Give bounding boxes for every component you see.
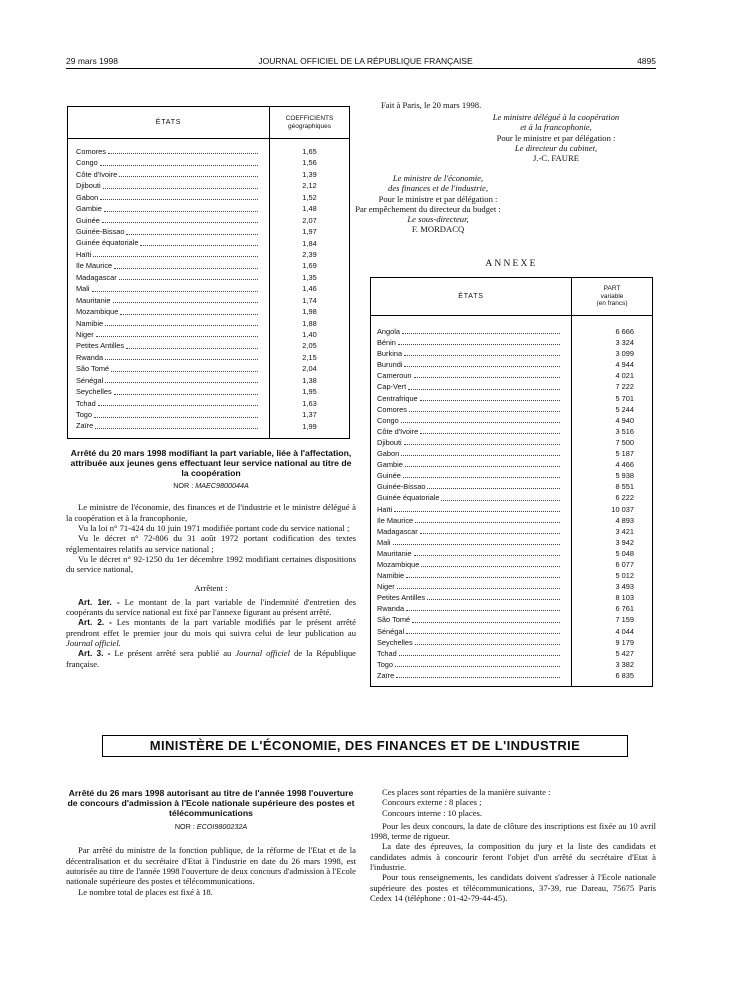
table1-header-coefficients: COEFFICIENTS géographiques [270, 107, 350, 139]
header-rule [66, 68, 656, 69]
table1-value: 1,97 [302, 227, 317, 237]
annexe-table [370, 277, 653, 687]
annexe-value: 5 187 [615, 449, 634, 459]
leader-dots [404, 366, 560, 367]
annexe-state-name: Mali [377, 537, 391, 547]
table1-state-name: Côte d'Ivoire [76, 169, 118, 179]
annexe-value: 4 944 [615, 360, 634, 370]
arrete-2-continued [370, 787, 656, 903]
table1-value: 1,84 [302, 238, 317, 248]
annexe-value: 4 466 [615, 460, 634, 470]
annexe-row-name [377, 337, 563, 348]
arrete-1-article-2: Art. 2. - Les montants de la part variable modifiés par le présent arrêté prendront effet le premier jour du mois qui suivra celui de leur publication au Journal officiel. [66, 617, 356, 648]
annexe-row-name [377, 481, 563, 492]
annexe-row-name [377, 670, 563, 681]
annexe-state-name: Bénin [377, 338, 396, 348]
table1-state-name: Djibouti [76, 181, 101, 191]
table1-state-name: Comores [76, 146, 106, 156]
annexe-value: 7 222 [615, 382, 634, 392]
table1-state-name: Guinée [76, 215, 100, 225]
annexe-state-name: Sénégal [377, 626, 405, 636]
annexe-row-name [377, 581, 563, 592]
leader-dots [399, 655, 560, 656]
leader-dots [102, 222, 258, 223]
leader-dots [412, 622, 560, 623]
table1-state-name: Togo [76, 410, 93, 420]
arrete-1-article-3: Art. 3. - Le présent arrêté sera publié au Journal officiel de la République française. [66, 648, 356, 669]
arrete-2-body-1: Par arrêté du ministre de la fonction publique, de la réforme de l'Etat et de la décentralisation et du secrétaire d'Etat à l'industrie en date du 26 mars 1998, est autorisée au titre de l'année 1998 l'ouverture de deux concours d'admission à l'Ecole nationale supérieure des postes et télécommunications. [66, 845, 356, 887]
table1-row-name [76, 226, 261, 237]
annexe-row-name [377, 548, 563, 559]
table1-row-name [76, 238, 261, 249]
ministry-banner: MINISTÈRE DE L'ÉCONOMIE, DES FINANCES ET DE L'INDUSTRIE [102, 735, 628, 757]
table1-state-name: Niger [76, 329, 94, 339]
annexe-row-name [377, 326, 563, 337]
leader-dots [108, 153, 258, 154]
arrete-1-visa-1: Vu la loi n° 71-424 du 10 juin 1971 modifiée portant code du service national ; [78, 522, 350, 533]
header-date: 29 mars 1998 [66, 56, 118, 66]
leader-dots [403, 477, 560, 478]
annexe-state-name: Burundi [377, 360, 403, 370]
arrete-2-body-8: Pour tous renseignements, les candidats doivent s'adresser à l'Ecole nationale supérieure des postes et télécommunications, 37-39, rue Dareau, 75675 Paris Cedex 14 (téléphone : 01-42-79-44-45). [370, 872, 656, 903]
leader-dots [409, 411, 560, 412]
arrete-2-body-3: Ces places sont réparties de la manière suivante : [382, 787, 551, 797]
annexe-title: ANNEXE [485, 259, 538, 269]
signature-block-1: Le ministre délégué à la coopération et à la francophonie, Pour le ministre et par délégation : Le directeur du cabinet, J.-C. FAURE [446, 112, 666, 163]
annexe-row-name [377, 381, 563, 392]
leader-dots [94, 417, 258, 418]
table1-value: 2,07 [302, 215, 317, 225]
annexe-state-name: Centrafrique [377, 393, 418, 403]
annexe-state-name: Namibie [377, 571, 405, 581]
leader-dots [100, 165, 258, 166]
annexe-names-column [371, 316, 572, 687]
leader-dots [420, 533, 560, 534]
annexe-state-name: Niger [377, 582, 395, 592]
annexe-row-name [377, 459, 563, 470]
arrete-1-preamble: Le ministre de l'économie, des finances et de l'industrie et le ministre délégué à la coopération et à la francophonie, [66, 502, 356, 523]
table1-state-name: Congo [76, 158, 98, 168]
leader-dots [120, 314, 258, 315]
arrete-2-body-5: Concours interne : 10 places. [382, 807, 482, 818]
coefficients-table [67, 106, 350, 439]
table1-row-name [76, 283, 261, 294]
table1-row-name [76, 386, 261, 397]
annexe-state-name: Gabon [377, 449, 400, 459]
leader-dots [441, 500, 560, 501]
annexe-row-name [377, 426, 563, 437]
table1-row-name [76, 363, 261, 374]
annexe-row-name [377, 393, 563, 404]
annexe-header-etats: ÉTATS [371, 278, 572, 316]
leader-dots [414, 555, 560, 556]
annexe-row-name [377, 448, 563, 459]
arrete-1-visa-2: Vu le décret n° 72-806 du 31 août 1972 portant codification des textes réglementaires relatifs au service national ; [66, 533, 356, 554]
annexe-value: 3 324 [615, 338, 634, 348]
annexe-value: 5 012 [615, 571, 634, 581]
signatory-mordacq: F. MORDACQ [411, 224, 465, 235]
annexe-value: 6 761 [615, 604, 634, 614]
leader-dots [406, 577, 560, 578]
annexe-state-name: Rwanda [377, 604, 405, 614]
arrete-2-body-2: Le nombre total de places est fixé à 18. [78, 886, 213, 897]
annexe-row-name [377, 404, 563, 415]
table1-state-name: Madagascar [76, 272, 117, 282]
annexe-row-name [377, 626, 563, 637]
arrete-2-body-7: La date des épreuves, la composition du jury et la liste des candidats et candidates admis à concourir feront l'objet d'un arrêté du secrétaire d'Etat à l'industrie. [370, 841, 656, 873]
annexe-value: 10 037 [611, 504, 634, 514]
leader-dots [414, 377, 560, 378]
annexe-state-name: Mozambique [377, 559, 420, 569]
annexe-state-name: Guinée équatoriale [377, 493, 440, 503]
table1-value: 1,74 [302, 295, 317, 305]
annexe-state-name: Guinée [377, 471, 401, 481]
table1-row-name [76, 180, 261, 191]
annexe-values-column [572, 316, 653, 687]
leader-dots [405, 466, 560, 467]
leader-dots [404, 444, 560, 445]
annexe-value: 7 159 [615, 615, 634, 625]
annexe-state-name: Petites Antilles [377, 593, 426, 603]
annexe-row-name [377, 614, 563, 625]
annexe-state-name: Djibouti [377, 437, 402, 447]
table1-row-name [76, 169, 261, 180]
annexe-value: 7 500 [615, 437, 634, 447]
table1-row-name [76, 157, 261, 168]
leader-dots [395, 666, 560, 667]
arrete-1 [66, 449, 356, 669]
table1-value: 1,52 [302, 192, 317, 202]
table1-value: 2,04 [302, 364, 317, 374]
leader-dots [401, 455, 560, 456]
leader-dots [427, 599, 560, 600]
arrete-1-arretent: Arrêtent : [194, 583, 228, 594]
annexe-state-name: Togo [377, 659, 394, 669]
leader-dots [119, 176, 258, 177]
annexe-state-name: Tchad [377, 648, 397, 658]
header-page-number: 4895 [637, 56, 656, 66]
table1-row-name [76, 352, 261, 363]
annexe-value: 6 666 [615, 327, 634, 336]
arrete-1-visa-3: Vu le décret n° 92-1250 du 1er décembre 1992 modifiant certaines dispositions du service national, [66, 553, 356, 575]
table1-value: 1,69 [302, 261, 317, 271]
annexe-value: 3 942 [615, 537, 634, 547]
annexe-state-name: Mauritanie [377, 548, 412, 558]
table1-state-name: Guinée-Bissao [76, 227, 125, 237]
signatory-faure: J.-C. FAURE [533, 153, 579, 164]
leader-dots [421, 566, 560, 567]
arrete-1-title: Arrêté du 20 mars 1998 modifiant la part variable, liée à l'affectation, attribuée aux jeunes gens effectuant leur service national au titre de la coopération [70, 448, 352, 478]
annexe-value: 3 421 [615, 526, 634, 536]
leader-dots [406, 610, 560, 611]
arrete-1-article-1: Art. 1er. - Le montant de la part variable de l'indemnité d'entretien des coopérants du service national est fixé par l'annexe figurant au présent arrêté. [66, 596, 356, 618]
table1-row-name [76, 203, 261, 214]
leader-dots [415, 522, 560, 523]
table1-row-name [76, 215, 261, 226]
leader-dots [404, 355, 560, 356]
annexe-value: 6 222 [615, 493, 634, 503]
leader-dots [96, 336, 258, 337]
arrete-1-nor: NOR : MAEC9800044A [173, 481, 249, 491]
leader-dots [140, 245, 258, 246]
annexe-state-name: Cap-Vert [377, 382, 407, 392]
annexe-row-name [377, 515, 563, 526]
annexe-state-name: Haïti [377, 504, 393, 514]
leader-dots [113, 302, 258, 303]
annexe-state-name: Madagascar [377, 526, 418, 536]
arrete-2-body-4: Concours externe : 8 places ; [382, 797, 482, 808]
table1-state-name: Ile Maurice [76, 261, 113, 271]
leader-dots [396, 677, 560, 678]
annexe-row-name [377, 603, 563, 614]
table1-state-name: Guinée équatoriale [76, 238, 139, 248]
table1-value: 1,95 [302, 387, 317, 397]
table1-value: 1,48 [302, 204, 317, 214]
arrete-2-title: Arrêté du 26 mars 1998 autorisant au titre de l'année 1998 l'ouverture de concours d'admission à l'Ecole nationale supérieure des postes et télécommunications [67, 788, 355, 818]
annexe-value: 8 103 [615, 593, 634, 603]
table1-row-name [76, 306, 261, 317]
leader-dots [104, 211, 258, 212]
annexe-value: 8 551 [615, 482, 634, 492]
annexe-row-name [377, 570, 563, 581]
leader-dots [111, 371, 258, 372]
table1-row-name [76, 272, 261, 283]
leader-dots [105, 359, 258, 360]
annexe-row-name [377, 415, 563, 426]
leader-dots [393, 544, 560, 545]
table1-row-name [76, 295, 261, 306]
annexe-row-name [377, 359, 563, 370]
leader-dots [103, 188, 258, 189]
table1-state-name: Gabon [76, 192, 99, 202]
annexe-value: 3 382 [615, 659, 634, 669]
annexe-value: 5 048 [615, 548, 634, 558]
table1-row-name [76, 146, 261, 157]
annexe-state-name: Comores [377, 404, 407, 414]
annexe-value: 9 179 [615, 637, 634, 647]
table1-value: 1,98 [302, 307, 317, 317]
table1-row-name [76, 192, 261, 203]
annexe-row-name [377, 492, 563, 503]
table1-value: 2,39 [302, 249, 317, 259]
table1-value: 1,35 [302, 272, 317, 282]
table1-state-name: Petites Antilles [76, 341, 125, 351]
annexe-value: 4 021 [615, 371, 634, 381]
annexe-state-name: Guinée-Bissao [377, 482, 426, 492]
leader-dots [126, 348, 258, 349]
table1-names-column [68, 139, 270, 439]
annexe-row-name [377, 659, 563, 670]
leader-dots [98, 405, 258, 406]
table1-value: 2,15 [302, 352, 317, 362]
table1-values-column [270, 139, 350, 439]
table1-row-name [76, 260, 261, 271]
table1-value: 2,05 [302, 341, 317, 351]
annexe-state-name: Gambie [377, 460, 403, 470]
table1-header-etats: ÉTATS [68, 107, 270, 139]
annexe-state-name: Burkina [377, 349, 403, 359]
leader-dots [394, 511, 560, 512]
annexe-row-name [377, 648, 563, 659]
table1-value: 1,99 [302, 421, 317, 431]
annexe-header-part-variable: PART variable (en francs) [572, 278, 653, 316]
annexe-value: 5 427 [615, 648, 634, 658]
table1-state-name: Sénégal [76, 375, 104, 385]
leader-dots [408, 389, 560, 390]
leader-dots [420, 400, 560, 401]
leader-dots [114, 268, 258, 269]
annexe-row-name [377, 470, 563, 481]
table1-state-name: Mauritanie [76, 295, 111, 305]
annexe-state-name: Seychelles [377, 637, 413, 647]
annexe-state-name: Congo [377, 415, 399, 425]
annexe-value: 5 701 [615, 393, 634, 403]
table1-value: 1,88 [302, 318, 317, 328]
table1-state-name: Zaïre [76, 421, 94, 431]
leader-dots [93, 256, 258, 257]
annexe-value: 6 077 [615, 559, 634, 569]
annexe-row-name [377, 537, 563, 548]
leader-dots [415, 644, 560, 645]
table1-state-name: Haïti [76, 249, 92, 259]
table1-value: 1,40 [302, 330, 317, 339]
signature-block-2: Le ministre de l'économie, des finances et de l'industrie, Pour le ministre et par délégation : Par empêchement du directeur du budget : Le sous-directeur, F. MORDACQ [368, 173, 508, 235]
table1-state-name: Rwanda [76, 352, 104, 362]
leader-dots [401, 422, 560, 423]
table1-value: 1,63 [302, 398, 317, 408]
leader-dots [92, 291, 258, 292]
table1-value: 1,38 [302, 375, 317, 385]
leader-dots [126, 234, 258, 235]
table1-state-name: Tchad [76, 398, 96, 408]
annexe-value: 4 044 [615, 626, 634, 636]
table1-state-name: Mozambique [76, 307, 119, 317]
leader-dots [95, 428, 258, 429]
table1-state-name: Namibie [76, 318, 104, 328]
table1-row-name [76, 329, 261, 340]
arrete-2 [66, 789, 356, 897]
signature-date: Fait à Paris, le 20 mars 1998. [381, 100, 482, 110]
annexe-row-name [377, 559, 563, 570]
table1-value: 1,56 [302, 158, 317, 168]
table1-row-name [76, 318, 261, 329]
annexe-value: 4 940 [615, 415, 634, 425]
arrete-2-nor: NOR : ECOI9800232A [174, 822, 248, 832]
leader-dots [119, 279, 258, 280]
table1-value: 1,65 [302, 147, 317, 156]
table1-row-name [76, 340, 261, 351]
leader-dots [105, 382, 258, 383]
table1-state-name: Gambie [76, 204, 102, 214]
annexe-state-name: Cameroun [377, 371, 412, 381]
annexe-row-name [377, 637, 563, 648]
table1-value: 1,39 [302, 169, 317, 179]
header-journal-title: JOURNAL OFFICIEL DE LA RÉPUBLIQUE FRANÇAISE [258, 56, 473, 66]
annexe-row-name [377, 437, 563, 448]
leader-dots [427, 488, 560, 489]
leader-dots [105, 325, 258, 326]
annexe-value: 6 835 [615, 670, 634, 680]
annexe-state-name: Côte d'Ivoire [377, 426, 419, 436]
annexe-row-name [377, 592, 563, 603]
annexe-state-name: Angola [377, 327, 401, 336]
table1-state-name: São Tomé [76, 364, 110, 374]
leader-dots [398, 344, 560, 345]
annexe-state-name: São Tomé [377, 615, 411, 625]
annexe-row-name [377, 348, 563, 359]
table1-row-name [76, 421, 261, 432]
leader-dots [406, 633, 560, 634]
arrete-2-body-6: Pour les deux concours, la date de clôture des inscriptions est fixée au 10 avril 1998, terme de rigueur. [370, 820, 656, 842]
annexe-row-name [377, 526, 563, 537]
annexe-value: 4 893 [615, 515, 634, 525]
table1-row-name [76, 249, 261, 260]
leader-dots [397, 588, 560, 589]
table1-row-name [76, 409, 261, 420]
table1-value: 1,46 [302, 284, 317, 294]
table1-value: 2,12 [302, 181, 317, 191]
annexe-value: 5 938 [615, 471, 634, 481]
table1-state-name: Mali [76, 284, 90, 294]
leader-dots [114, 394, 258, 395]
annexe-value: 3 493 [615, 582, 634, 592]
annexe-state-name: Ile Maurice [377, 515, 414, 525]
annexe-value: 5 244 [615, 404, 634, 414]
leader-dots [100, 199, 258, 200]
table1-row-name [76, 375, 261, 386]
table1-row-name [76, 398, 261, 409]
annexe-value: 3 099 [615, 349, 634, 359]
annexe-row-name [377, 504, 563, 515]
table1-state-name: Seychelles [76, 387, 112, 397]
leader-dots [402, 333, 560, 334]
table1-value: 1,37 [302, 410, 317, 420]
leader-dots [420, 433, 560, 434]
annexe-state-name: Zaïre [377, 670, 395, 680]
annexe-row-name [377, 370, 563, 381]
annexe-value: 3 516 [615, 426, 634, 436]
